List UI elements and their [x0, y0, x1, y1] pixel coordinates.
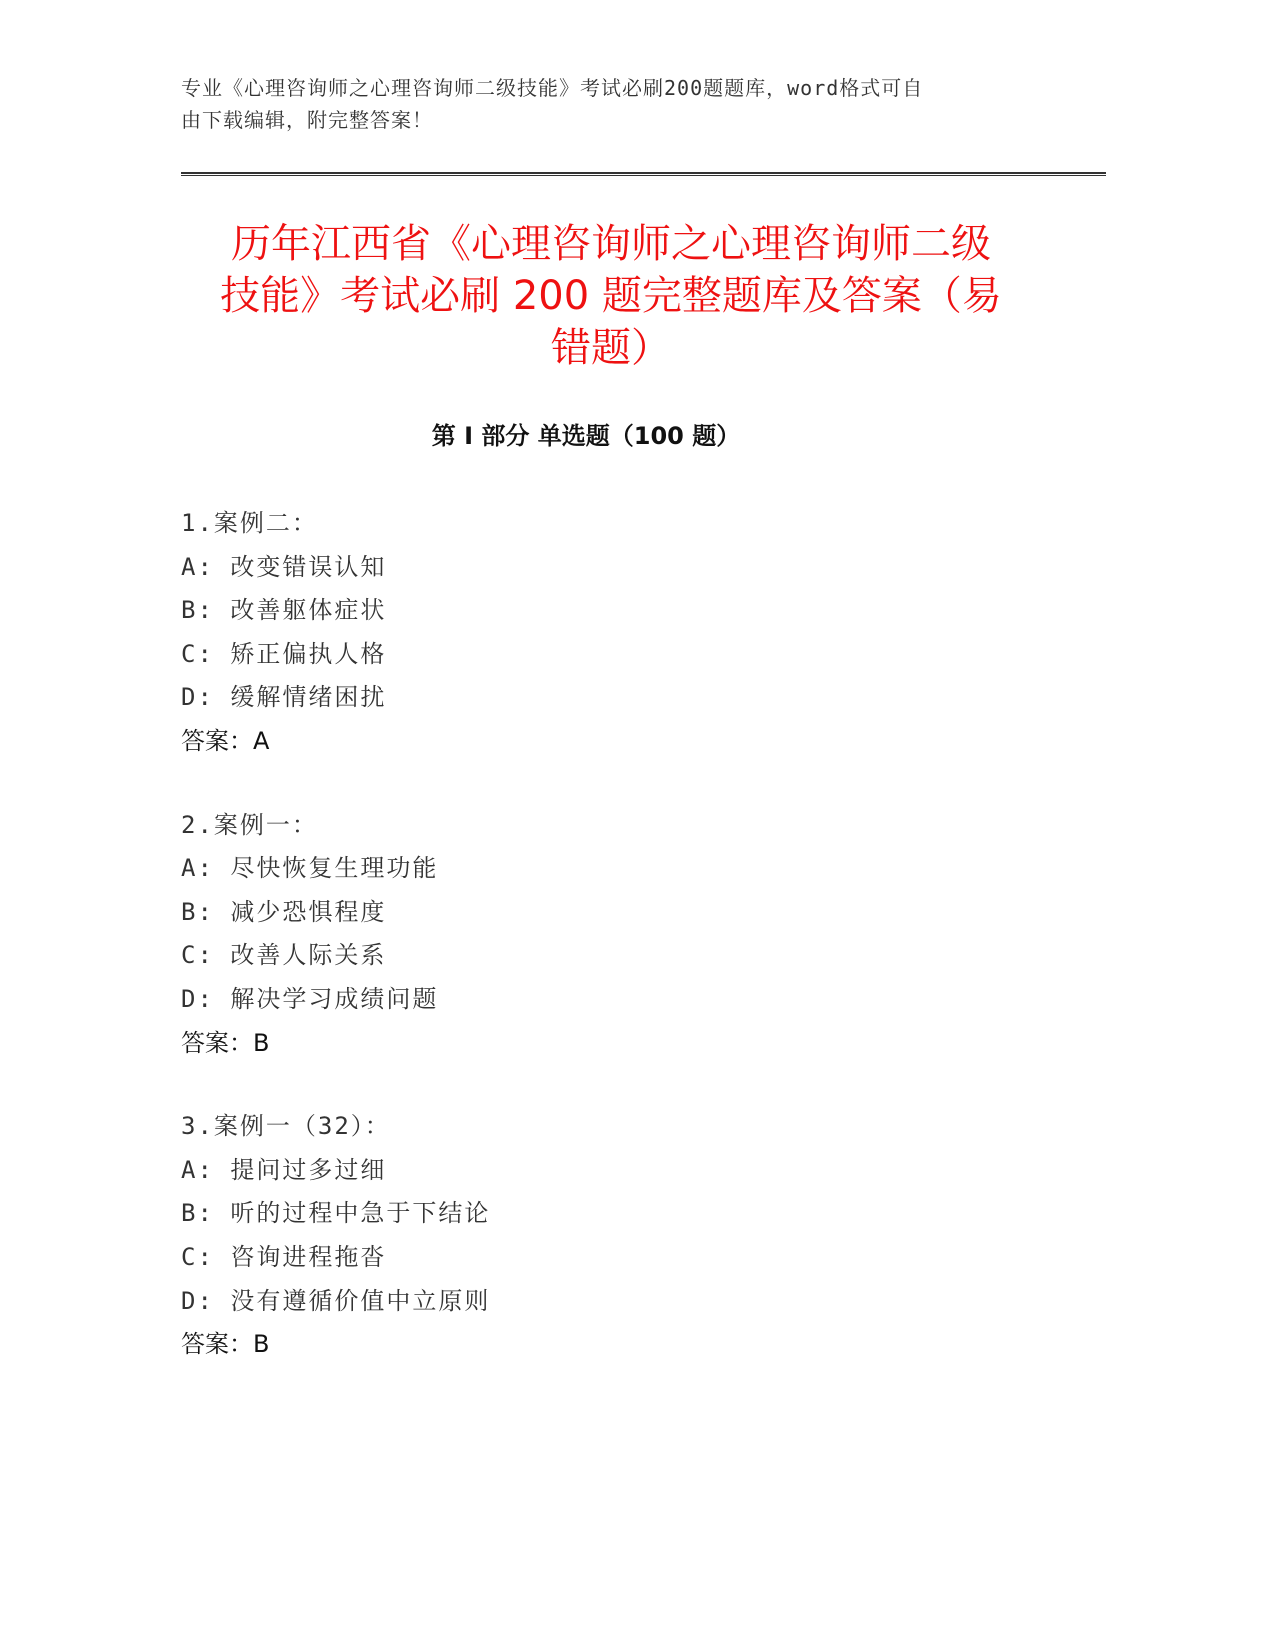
answer-text: 答案：B	[181, 1028, 270, 1057]
question-stem: 2.案例一：	[181, 810, 318, 839]
question-stem: 3.案例一（32）：	[181, 1112, 391, 1141]
option-c: C: 咨询进程拖沓	[181, 1242, 387, 1271]
answer-text: 答案：B	[181, 1330, 270, 1359]
option-d: D: 解决学习成绩问题	[181, 984, 439, 1013]
question-item	[181, 804, 1041, 1066]
header-divider	[181, 172, 1106, 176]
option-d: D: 缓解情绪困扰	[181, 683, 387, 712]
option-c: C: 改善人际关系	[181, 941, 387, 970]
document-title-line2: 技能》考试必刷 200 题完整题库及答案（易	[220, 273, 1002, 319]
header-note	[181, 72, 1041, 136]
option-a: A: 改变错误认知	[181, 552, 387, 581]
question-item	[181, 1105, 1041, 1367]
header-note-line2: 由下载编辑，附完整答案！	[181, 108, 433, 132]
document-title	[181, 218, 1041, 374]
question-list	[181, 502, 1041, 1407]
option-b: B: 听的过程中急于下结论	[181, 1199, 491, 1228]
option-d: D: 没有遵循价值中立原则	[181, 1286, 491, 1315]
section-heading: 第 I 部分 单选题（100 题）	[431, 422, 741, 450]
header-note-line1: 专业《心理咨询师之心理咨询师二级技能》考试必刷200题题库，word格式可自	[181, 76, 924, 100]
option-b: B: 减少恐惧程度	[181, 897, 387, 926]
option-c: C: 矫正偏执人格	[181, 639, 387, 668]
question-stem: 1.案例二：	[181, 509, 318, 537]
option-a: A: 尽快恢复生理功能	[181, 854, 439, 883]
document-title-line3: 错题）	[551, 325, 671, 371]
answer-text: 答案：A	[181, 726, 270, 755]
option-b: B: 改善躯体症状	[181, 596, 387, 625]
option-a: A: 提问过多过细	[181, 1155, 387, 1184]
document-title-line1: 历年江西省《心理咨询师之心理咨询师二级	[231, 221, 991, 267]
question-item	[181, 502, 1041, 764]
